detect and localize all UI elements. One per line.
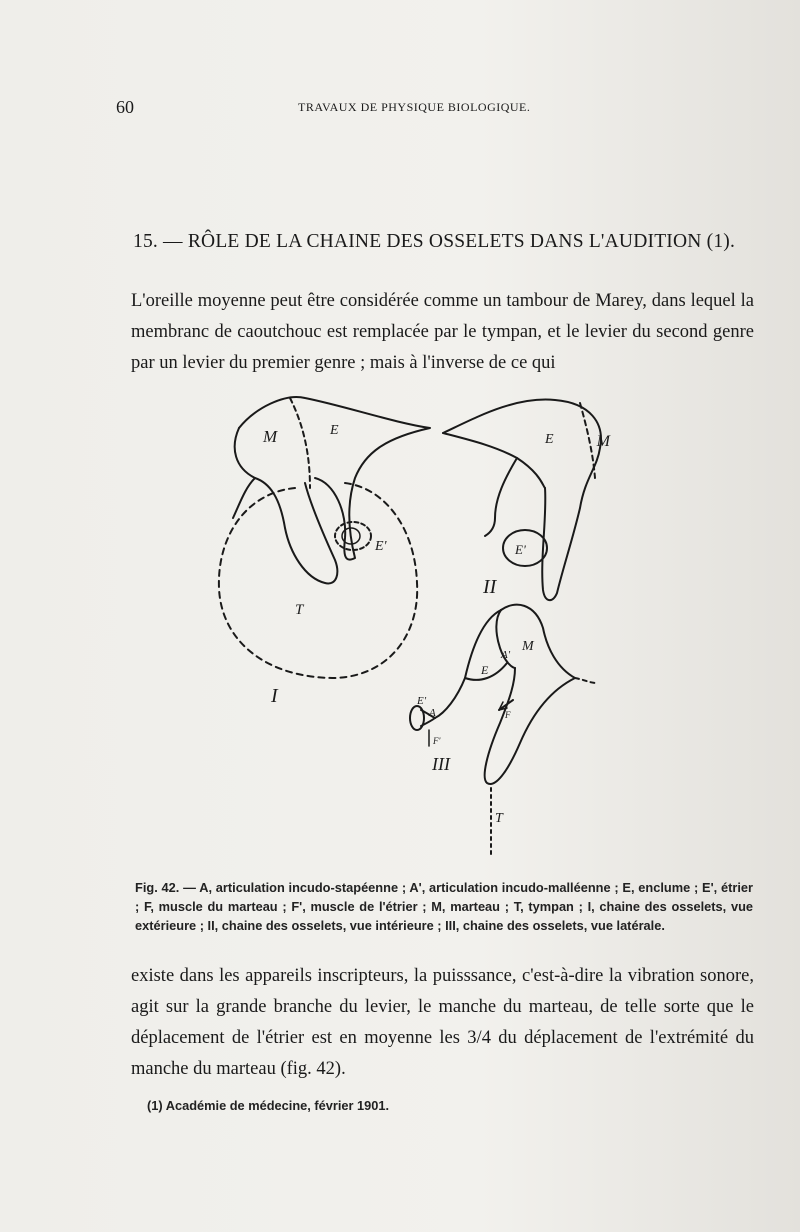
label-eprime-fig2: E' (515, 542, 526, 557)
label-eprime-fig1: E' (375, 539, 387, 554)
label-m-fig3: M (522, 639, 534, 654)
page-number: 60 (116, 97, 134, 117)
label-aprime-fig3: A' (501, 649, 511, 661)
label-roman-fig2: II (483, 576, 497, 598)
section-title: 15. — RÔLE DE LA CHAINE DES OSSELETS DANS L'AUDITION (1). (133, 231, 736, 252)
drawing-chain-lateral (410, 605, 597, 858)
label-fprime-fig3: F' (433, 736, 441, 746)
figure-ossicles (195, 378, 615, 868)
body-paragraph-1: L'oreille moyenne peut être considérée comme un tambour de Marey, dans lequel la membranc de caoutchouc est remplacée par le tympan, et le levier du second genre par un levier du premier genre ; mais à l'inverse de ce qui (131, 291, 754, 373)
figure-caption: Fig. 42. — A, articulation incudo-stapéenne ; A', articulation incudo-malléenne ; E, enclume ; E', étrier ; F, muscle du marteau ; F', muscle de l'étrier ; M, marteau ; T, tympan ; I, chaine des osselets, vue extérieure ; II, chaine des osselets, vue intérieure ; III, chaine des osselets, vue latérale. (135, 880, 753, 933)
label-e-fig2: E (545, 432, 554, 447)
label-e-fig1: E (330, 423, 339, 438)
label-m-fig1: M (263, 427, 278, 446)
label-roman-fig1: I (271, 685, 278, 707)
page-header (116, 97, 756, 119)
drawing-chain-exterior (219, 397, 430, 678)
label-f-fig3: F (505, 710, 511, 720)
body-paragraph-2: existe dans les appareils inscripteurs, la puisssance, c'est-à-dire la vibration sonore, agit sur la grande branche du levier, le manche du marteau, de telle sorte que le déplacement de l'étrier est en moyenne les 3/4 du déplacement de l'extrémité du manche du marteau (fig. 42). (131, 966, 754, 1079)
label-a-fig3: A (429, 707, 436, 719)
label-roman-fig3: III (432, 754, 450, 774)
label-t-fig1: T (295, 602, 304, 618)
running-head: TRAVAUX DE PHYSIQUE BIOLOGIQUE. (298, 100, 531, 114)
footnote: (1) Académie de médecine, février 1901. (147, 1098, 390, 1113)
label-m-fig2: M (596, 433, 610, 450)
label-e-fig3: E (481, 663, 489, 677)
drawing-chain-interior (443, 400, 601, 601)
label-t-fig3: T (495, 811, 503, 826)
label-eprime-fig3: E' (417, 695, 427, 707)
